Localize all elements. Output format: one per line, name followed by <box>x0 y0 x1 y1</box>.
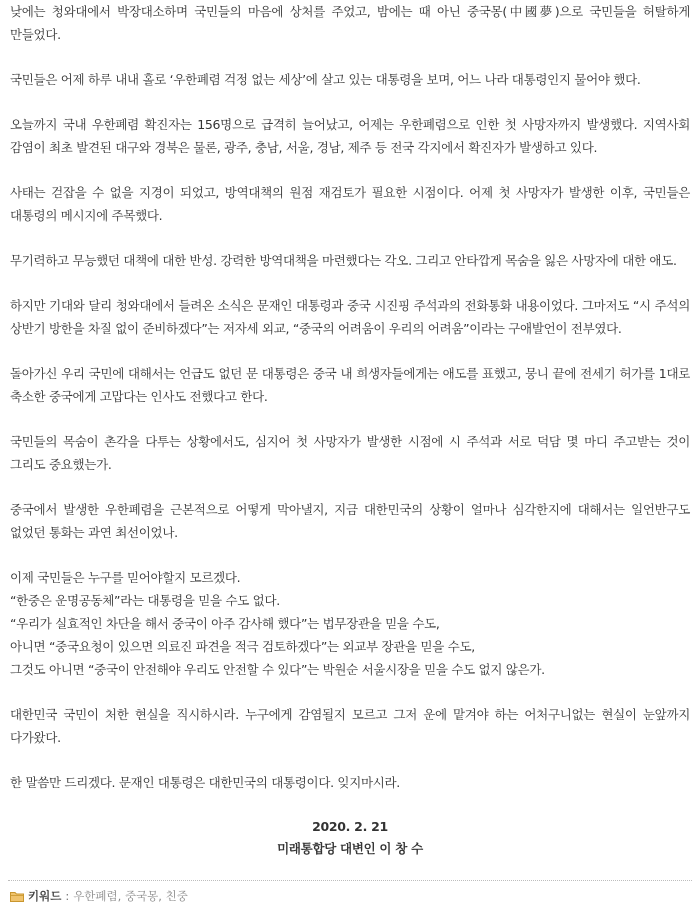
paragraph-3: 오늘까지 국내 우한폐렴 확진자는 156명으로 급격히 늘어났고, 어제는 우한폐렴으로 인한 첫 사망자까지 발생했다. 지역사회 감염이 최초 발견된 대구와 경북은 물론, 광주, 충남, 서울, 경남, 제주 등 전국 각지에서 확진자가 발생하고 있다. <box>10 117 690 155</box>
keyword-link[interactable]: , 친중 <box>158 889 188 903</box>
keyword-separator: : <box>65 889 70 903</box>
paragraph-5: 무기력하고 무능했던 대책에 대한 반성. 강력한 방역대책을 마련했다는 각오. 그리고 안타깝게 목숨을 잃은 사망자에 대한 애도. <box>10 253 677 268</box>
closing-paragraph-2: 한 말씀만 드리겠다. 문재인 대통령은 대한민국의 대통령이다. 잊지마시라. <box>10 775 400 790</box>
keyword-divider <box>8 880 692 881</box>
paragraph-8: 국민들의 목숨이 촌각을 다투는 상황에서도, 심지어 첫 사망자가 발생한 시점에 시 주석과 서로 덕담 몇 마디 주고받는 것이 그리도 중요했는가. <box>10 434 690 472</box>
keyword-link[interactable]: 우한폐렴 <box>73 889 118 903</box>
paragraph-2: 국민들은 어제 하루 내내 홀로 ‘우한폐렴 걱정 없는 세상’에 살고 있는 대통령을 보며, 어느 나라 대통령인지 물어야 했다. <box>10 72 641 87</box>
spokesperson-name: 미래통합당 대변인 이 창 수 <box>277 841 423 856</box>
signature-block <box>10 816 690 860</box>
keyword-link[interactable]: , 중국몽 <box>118 889 159 903</box>
quote-line-5: 그것도 아니면 “중국이 안전해야 우리도 안전할 수 있다”는 박원순 서울시장을 믿을 수도 없지 않은가. <box>10 662 545 677</box>
quote-line-3: “우리가 실효적인 차단을 해서 중국이 아주 감사해 했다”는 법무장관을 믿을 수도, <box>10 616 440 631</box>
keyword-label: 키워드 <box>28 889 62 903</box>
quote-line-4: 아니면 “중국요청이 있으면 의료진 파견을 적극 검토하겠다”는 외교부 장관을 믿을 수도, <box>10 639 475 654</box>
paragraph-1: 낮에는 청와대에서 박장대소하며 국민들의 마음에 상처를 주었고, 밤에는 때 아닌 중국몽(中國夢)으로 국민들을 허탈하게 만들었다. <box>10 4 690 42</box>
quote-block <box>10 566 690 681</box>
press-release-body <box>10 0 690 860</box>
release-date: 2020. 2. 21 <box>312 819 388 834</box>
folder-icon <box>10 891 24 902</box>
paragraph-9: 중국에서 발생한 우한폐렴을 근본적으로 어떻게 막아낼지, 지금 대한민국의 상황이 얼마나 심각한지에 대해서는 일언반구도 없었던 통화는 과연 최선이었나. <box>10 502 690 540</box>
paragraph-6: 하지만 기대와 달리 청와대에서 들려온 소식은 문재인 대통령과 중국 시진핑 주석과의 전화통화 내용이었다. 그마저도 “시 주석의 상반기 방한을 차질 없이 준비하겠다”는 저자세 외교, “중국의 어려움이 우리의 어려움”이라는 구애발언이 전부였다. <box>10 298 690 336</box>
keyword-bar <box>10 888 188 904</box>
quote-line-2: “한중은 운명공동체”라는 대통령을 믿을 수도 없다. <box>10 593 280 608</box>
keyword-list <box>73 888 188 904</box>
paragraph-7: 돌아가신 우리 국민에 대해서는 언급도 없던 문 대통령은 중국 내 희생자들에게는 애도를 표했고, 뭉니 끝에 전세기 허가를 1대로 축소한 중국에게 고맙다는 인사도 전했다고 한다. <box>10 366 690 404</box>
closing-paragraph-1: 대한민국 국민이 처한 현실을 직시하시라. 누구에게 감염될지 모르고 그저 운에 맡겨야 하는 어처구니없는 현실이 눈앞까지 다가왔다. <box>10 707 690 745</box>
paragraph-4: 사태는 걷잡을 수 없을 지경이 되었고, 방역대책의 원점 재검토가 필요한 시점이다. 어제 첫 사망자가 발생한 이후, 국민들은 대통령의 메시지에 주목했다. <box>10 185 690 223</box>
quote-line-1: 이제 국민들은 누구를 믿어야할지 모르겠다. <box>10 570 241 585</box>
